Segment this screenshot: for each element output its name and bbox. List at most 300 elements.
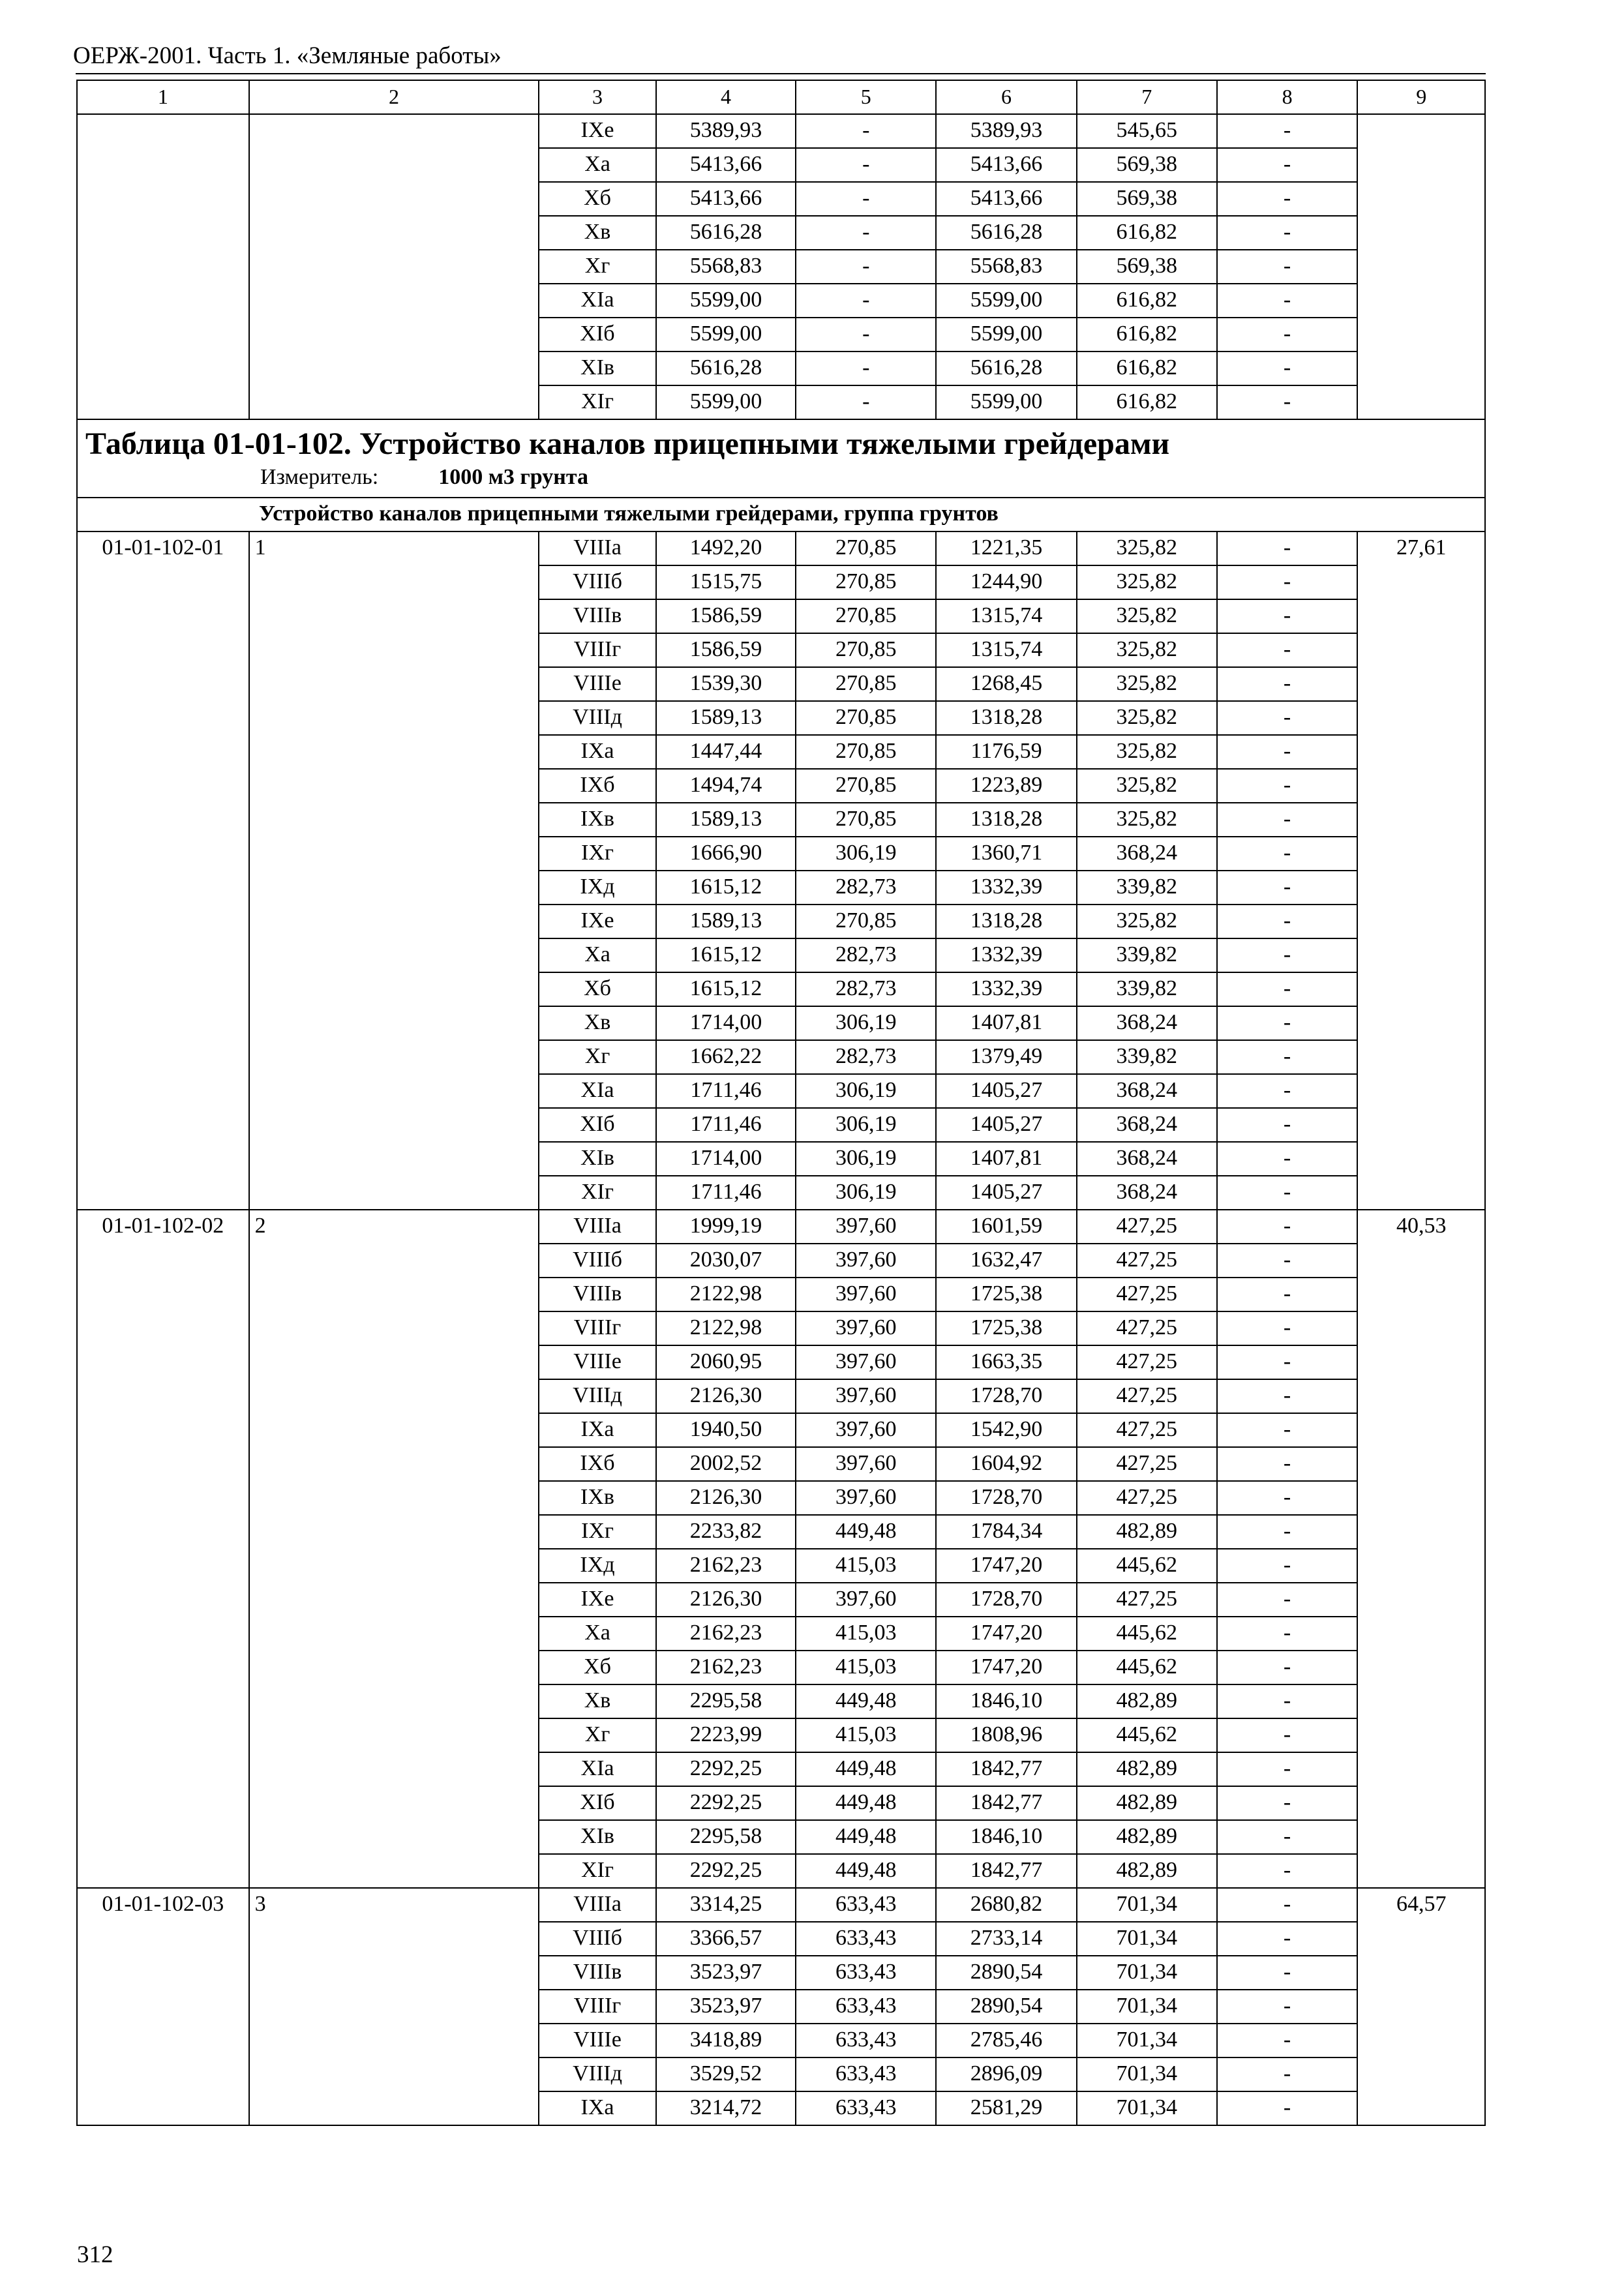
table-cell: XIв <box>539 1820 655 1854</box>
table-cell: Xб <box>539 182 655 216</box>
table-cell: IXд <box>539 1549 655 1583</box>
table-cell: 1842,77 <box>936 1786 1077 1820</box>
table-cell: - <box>1217 2024 1358 2057</box>
table-cell: - <box>1217 2091 1358 2125</box>
table-cell: - <box>1217 216 1358 250</box>
table-cell: IXд <box>539 871 655 905</box>
table-cell: - <box>796 148 936 182</box>
table-cell: 2890,54 <box>936 1956 1077 1990</box>
table-cell: - <box>1217 284 1358 318</box>
column-number-cell: 2 <box>249 80 539 114</box>
table-cell: 1586,59 <box>656 633 796 667</box>
table-cell: - <box>1217 1379 1358 1413</box>
table-cell: Xa <box>539 938 655 972</box>
table-cell: - <box>1217 1006 1358 1040</box>
table-cell: - <box>1217 871 1358 905</box>
table-cell: 1728,70 <box>936 1481 1077 1515</box>
table-cell: 339,82 <box>1077 938 1217 972</box>
table-cell: 427,25 <box>1077 1481 1217 1515</box>
table-cell: 1711,46 <box>656 1108 796 1142</box>
table-cell: Xб <box>539 1651 655 1684</box>
table-cell: 2581,29 <box>936 2091 1077 2125</box>
table-cell: 1318,28 <box>936 701 1077 735</box>
table-cell: - <box>1217 938 1358 972</box>
table-cell: 701,34 <box>1077 2024 1217 2057</box>
table-cell: - <box>796 385 936 419</box>
table-cell: 2233,82 <box>656 1515 796 1549</box>
table-cell: - <box>1217 769 1358 803</box>
rates-table <box>76 80 1486 2126</box>
table-cell: 325,82 <box>1077 803 1217 837</box>
table-cell: 306,19 <box>796 1108 936 1142</box>
table-cell: 3366,57 <box>656 1922 796 1956</box>
table-cell: 397,60 <box>796 1413 936 1447</box>
group-cell: 1 <box>249 531 539 1210</box>
table-cell: 1725,38 <box>936 1278 1077 1311</box>
group-cell <box>249 114 539 419</box>
header-rule <box>76 73 1486 74</box>
col9-cell: 64,57 <box>1357 1888 1485 2125</box>
table-cell: - <box>1217 1617 1358 1651</box>
table-cell: 397,60 <box>796 1345 936 1379</box>
table-cell: 282,73 <box>796 1040 936 1074</box>
table-cell: 2896,09 <box>936 2057 1077 2091</box>
table-row <box>77 114 1485 148</box>
table-cell: - <box>1217 1210 1358 1244</box>
table-cell: 427,25 <box>1077 1583 1217 1617</box>
table-cell: 306,19 <box>796 837 936 871</box>
table-cell: 701,34 <box>1077 2057 1217 2091</box>
table-cell: 270,85 <box>796 735 936 769</box>
table-cell: Xв <box>539 216 655 250</box>
table-cell: 1615,12 <box>656 871 796 905</box>
table-cell: - <box>1217 667 1358 701</box>
table-cell: 427,25 <box>1077 1311 1217 1345</box>
table-cell: VIIIб <box>539 1922 655 1956</box>
table-cell: 427,25 <box>1077 1244 1217 1278</box>
table-cell: - <box>1217 385 1358 419</box>
table-cell: 306,19 <box>796 1142 936 1176</box>
table-cell: - <box>796 250 936 284</box>
table-cell: XIa <box>539 284 655 318</box>
table-cell: 325,82 <box>1077 531 1217 565</box>
table-cell: 5389,93 <box>936 114 1077 148</box>
table-cell: 270,85 <box>796 803 936 837</box>
column-number-cell: 9 <box>1357 80 1485 114</box>
table-cell: 1405,27 <box>936 1074 1077 1108</box>
table-cell: 1407,81 <box>936 1006 1077 1040</box>
table-cell: 325,82 <box>1077 769 1217 803</box>
table-cell: 427,25 <box>1077 1345 1217 1379</box>
table-cell: 1223,89 <box>936 769 1077 803</box>
code-cell <box>77 114 249 419</box>
table-cell: 1515,75 <box>656 565 796 599</box>
table-cell: 449,48 <box>796 1854 936 1888</box>
table-cell: 2002,52 <box>656 1447 796 1481</box>
table-cell: 1589,13 <box>656 701 796 735</box>
table-cell: - <box>1217 114 1358 148</box>
table-cell: VIIIв <box>539 1278 655 1311</box>
table-cell: 397,60 <box>796 1244 936 1278</box>
table-cell: - <box>1217 599 1358 633</box>
code-cell: 01-01-102-01 <box>77 531 249 1210</box>
table-cell: 427,25 <box>1077 1379 1217 1413</box>
table-cell: 397,60 <box>796 1447 936 1481</box>
table-cell: - <box>1217 1515 1358 1549</box>
table-cell: 339,82 <box>1077 1040 1217 1074</box>
table-cell: 3529,52 <box>656 2057 796 2091</box>
table-cell: 325,82 <box>1077 599 1217 633</box>
table-cell: 1784,34 <box>936 1515 1077 1549</box>
table-cell: 569,38 <box>1077 148 1217 182</box>
table-cell: 445,62 <box>1077 1617 1217 1651</box>
table-cell: 415,03 <box>796 1549 936 1583</box>
table-cell: - <box>1217 1684 1358 1718</box>
table-cell: 1332,39 <box>936 871 1077 905</box>
table-cell: - <box>1217 905 1358 938</box>
table-cell: 427,25 <box>1077 1413 1217 1447</box>
table-cell: - <box>1217 1244 1358 1278</box>
table-cell: 1999,19 <box>656 1210 796 1244</box>
table-cell: - <box>1217 1583 1358 1617</box>
table-cell: 415,03 <box>796 1617 936 1651</box>
table-cell: 1405,27 <box>936 1176 1077 1210</box>
table-cell: - <box>1217 735 1358 769</box>
table-cell: 2785,46 <box>936 2024 1077 2057</box>
table-cell: 1318,28 <box>936 803 1077 837</box>
table-cell: VIIIa <box>539 1210 655 1244</box>
table-cell: - <box>1217 1447 1358 1481</box>
table-cell: - <box>1217 1854 1358 1888</box>
table-cell: - <box>1217 1176 1358 1210</box>
table-cell: - <box>1217 972 1358 1006</box>
table-cell: 1332,39 <box>936 972 1077 1006</box>
table-cell: 368,24 <box>1077 1074 1217 1108</box>
col9-cell: 27,61 <box>1357 531 1485 1210</box>
table-cell: - <box>1217 1345 1358 1379</box>
table-cell: 1315,74 <box>936 633 1077 667</box>
table-cell: 1846,10 <box>936 1820 1077 1854</box>
col9-cell <box>1357 114 1485 419</box>
table-cell: 270,85 <box>796 905 936 938</box>
table-cell: 1615,12 <box>656 938 796 972</box>
table-cell: 701,34 <box>1077 1888 1217 1922</box>
table-cell: 5616,28 <box>656 352 796 385</box>
table-cell: 5413,66 <box>936 182 1077 216</box>
table-cell: 5599,00 <box>656 385 796 419</box>
table-cell: 325,82 <box>1077 633 1217 667</box>
table-cell: 397,60 <box>796 1278 936 1311</box>
table-cell: 616,82 <box>1077 352 1217 385</box>
table-cell: 545,65 <box>1077 114 1217 148</box>
table-cell: VIIIг <box>539 1990 655 2024</box>
table-cell: 5599,00 <box>936 284 1077 318</box>
table-cell: VIIIв <box>539 1956 655 1990</box>
table-cell: - <box>1217 1820 1358 1854</box>
table-cell: 5389,93 <box>656 114 796 148</box>
table-cell: 270,85 <box>796 531 936 565</box>
table-cell: 1747,20 <box>936 1617 1077 1651</box>
table-cell: 325,82 <box>1077 701 1217 735</box>
table-cell: - <box>1217 1922 1358 1956</box>
table-cell: VIIIб <box>539 1244 655 1278</box>
table-cell: 616,82 <box>1077 385 1217 419</box>
table-cell: - <box>1217 1074 1358 1108</box>
table-cell: 5413,66 <box>936 148 1077 182</box>
table-cell: - <box>1217 1786 1358 1820</box>
table-cell: 1539,30 <box>656 667 796 701</box>
table-cell: 368,24 <box>1077 1006 1217 1040</box>
table-cell: 2292,25 <box>656 1786 796 1820</box>
table-cell: 633,43 <box>796 1888 936 1922</box>
group-cell: 3 <box>249 1888 539 2125</box>
table-cell: 5599,00 <box>936 318 1077 352</box>
table-cell: XIв <box>539 352 655 385</box>
table-cell: 1846,10 <box>936 1684 1077 1718</box>
table-cell: 616,82 <box>1077 284 1217 318</box>
table-cell: IXб <box>539 1447 655 1481</box>
column-number-cell: 4 <box>656 80 796 114</box>
table-cell: 1332,39 <box>936 938 1077 972</box>
table-cell: XIб <box>539 1108 655 1142</box>
table-cell: 325,82 <box>1077 565 1217 599</box>
code-cell: 01-01-102-02 <box>77 1210 249 1888</box>
table-cell: IXa <box>539 2091 655 2125</box>
table-cell: VIIIa <box>539 1888 655 1922</box>
table-cell: 1842,77 <box>936 1752 1077 1786</box>
table-cell: 415,03 <box>796 1651 936 1684</box>
table-cell: - <box>1217 1752 1358 1786</box>
table-cell: VIIIв <box>539 599 655 633</box>
table-cell: - <box>1217 2057 1358 2091</box>
table-cell: 1728,70 <box>936 1379 1077 1413</box>
table-cell: IXa <box>539 735 655 769</box>
table-cell: 1725,38 <box>936 1311 1077 1345</box>
table-row <box>77 1210 1485 1244</box>
table-cell: 1842,77 <box>936 1854 1077 1888</box>
table-cell: Xг <box>539 250 655 284</box>
table-cell: 2680,82 <box>936 1888 1077 1922</box>
table-cell: 325,82 <box>1077 667 1217 701</box>
table-cell: 397,60 <box>796 1481 936 1515</box>
table-cell: 633,43 <box>796 1990 936 2024</box>
table-cell: 2292,25 <box>656 1854 796 1888</box>
table-cell: 2890,54 <box>936 1990 1077 2024</box>
table-cell: 5568,83 <box>656 250 796 284</box>
table-cell: 1714,00 <box>656 1006 796 1040</box>
table-cell: XIa <box>539 1074 655 1108</box>
table-cell: 270,85 <box>796 565 936 599</box>
table-cell: - <box>1217 182 1358 216</box>
table-cell: 701,34 <box>1077 1990 1217 2024</box>
table-cell: 397,60 <box>796 1210 936 1244</box>
table-cell: 1360,71 <box>936 837 1077 871</box>
table-cell: 1714,00 <box>656 1142 796 1176</box>
table-cell: 2162,23 <box>656 1651 796 1684</box>
table-cell: 1601,59 <box>936 1210 1077 1244</box>
table-cell: 5568,83 <box>936 250 1077 284</box>
table-cell: 2126,30 <box>656 1583 796 1617</box>
table-cell: 1808,96 <box>936 1718 1077 1752</box>
group-cell: 2 <box>249 1210 539 1888</box>
table-cell: VIIIг <box>539 633 655 667</box>
table-cell: VIIIг <box>539 1311 655 1345</box>
table-cell: 1494,74 <box>656 769 796 803</box>
col9-cell: 40,53 <box>1357 1210 1485 1888</box>
table-cell: - <box>1217 1040 1358 1074</box>
table-cell: 701,34 <box>1077 2091 1217 2125</box>
table-cell: 397,60 <box>796 1311 936 1345</box>
table-cell: 306,19 <box>796 1006 936 1040</box>
table-cell: 633,43 <box>796 1922 936 1956</box>
table-cell: 3523,97 <box>656 1990 796 2024</box>
table-cell: 270,85 <box>796 667 936 701</box>
table-cell: 2126,30 <box>656 1481 796 1515</box>
table-cell: - <box>1217 1651 1358 1684</box>
table-cell: 339,82 <box>1077 972 1217 1006</box>
table-cell: XIг <box>539 385 655 419</box>
table-cell: - <box>1217 1956 1358 1990</box>
table-cell: 445,62 <box>1077 1549 1217 1583</box>
table-cell: 633,43 <box>796 1956 936 1990</box>
table-cell: VIIIe <box>539 667 655 701</box>
table-cell: 1221,35 <box>936 531 1077 565</box>
table-cell: - <box>796 216 936 250</box>
table-cell: - <box>1217 701 1358 735</box>
table-cell: 1405,27 <box>936 1108 1077 1142</box>
table-cell: 3418,89 <box>656 2024 796 2057</box>
table-cell: 1589,13 <box>656 905 796 938</box>
table-cell: 2162,23 <box>656 1549 796 1583</box>
table-cell: 325,82 <box>1077 905 1217 938</box>
table-cell: VIIIe <box>539 2024 655 2057</box>
table-cell: 482,89 <box>1077 1854 1217 1888</box>
table-cell: 445,62 <box>1077 1718 1217 1752</box>
table-cell: Xa <box>539 1617 655 1651</box>
table-cell: - <box>1217 1549 1358 1583</box>
table-cell: - <box>1217 803 1358 837</box>
table-cell: IXe <box>539 1583 655 1617</box>
table-cell: Xб <box>539 972 655 1006</box>
table-cell: 482,89 <box>1077 1515 1217 1549</box>
table-cell: 5616,28 <box>656 216 796 250</box>
table-cell: - <box>796 352 936 385</box>
table-cell: - <box>1217 1413 1358 1447</box>
table-cell: - <box>1217 1990 1358 2024</box>
table-cell: 5599,00 <box>656 284 796 318</box>
table-cell: 449,48 <box>796 1820 936 1854</box>
table-cell: 616,82 <box>1077 216 1217 250</box>
column-number-cell: 5 <box>796 80 936 114</box>
table-cell: 427,25 <box>1077 1447 1217 1481</box>
table-cell: 1318,28 <box>936 905 1077 938</box>
table-cell: IXe <box>539 114 655 148</box>
table-cell: - <box>1217 1311 1358 1345</box>
table-cell: - <box>1217 633 1358 667</box>
table-cell: - <box>796 318 936 352</box>
table-cell: 1604,92 <box>936 1447 1077 1481</box>
table-cell: 282,73 <box>796 938 936 972</box>
table-cell: 1711,46 <box>656 1176 796 1210</box>
column-number-cell: 8 <box>1217 80 1358 114</box>
table-cell: 1728,70 <box>936 1583 1077 1617</box>
table-title: Таблица 01-01-102. Устройство каналов прицепными тяжелыми грейдерами <box>85 426 1170 461</box>
table-cell: XIб <box>539 318 655 352</box>
table-cell: Xв <box>539 1684 655 1718</box>
table-cell: IXe <box>539 905 655 938</box>
table-cell: - <box>1217 318 1358 352</box>
table-cell: VIIIд <box>539 701 655 735</box>
table-cell: 306,19 <box>796 1176 936 1210</box>
table-cell: 445,62 <box>1077 1651 1217 1684</box>
table-cell: - <box>1217 1888 1358 1922</box>
table-cell: 2733,14 <box>936 1922 1077 1956</box>
page-number: 312 <box>77 2241 113 2268</box>
table-cell: 701,34 <box>1077 1922 1217 1956</box>
table-cell: 2223,99 <box>656 1718 796 1752</box>
table-cell: 1542,90 <box>936 1413 1077 1447</box>
table-cell: 1176,59 <box>936 735 1077 769</box>
table-cell: - <box>1217 1142 1358 1176</box>
table-cell: - <box>1217 352 1358 385</box>
table-cell: 633,43 <box>796 2024 936 2057</box>
table-cell: 1615,12 <box>656 972 796 1006</box>
table-cell: - <box>1217 1278 1358 1311</box>
table-cell: 482,89 <box>1077 1820 1217 1854</box>
table-cell: 5413,66 <box>656 148 796 182</box>
table-cell: 2030,07 <box>656 1244 796 1278</box>
table-cell: 3523,97 <box>656 1956 796 1990</box>
table-cell: 482,89 <box>1077 1786 1217 1820</box>
meter-value: 1000 м3 грунта <box>438 465 588 489</box>
table-cell: 1663,35 <box>936 1345 1077 1379</box>
table-cell: 368,24 <box>1077 1142 1217 1176</box>
table-cell: 397,60 <box>796 1379 936 1413</box>
table-cell: IXa <box>539 1413 655 1447</box>
table-cell: 368,24 <box>1077 837 1217 871</box>
table-cell: 415,03 <box>796 1718 936 1752</box>
table-cell: 3314,25 <box>656 1888 796 1922</box>
column-number-cell: 1 <box>77 80 249 114</box>
table-cell: 633,43 <box>796 2057 936 2091</box>
table-cell: IXг <box>539 1515 655 1549</box>
table-cell: 1589,13 <box>656 803 796 837</box>
table-cell: VIIIд <box>539 1379 655 1413</box>
table-cell: Xг <box>539 1718 655 1752</box>
table-cell: 1586,59 <box>656 599 796 633</box>
table-cell: 427,25 <box>1077 1278 1217 1311</box>
column-number-cell: 7 <box>1077 80 1217 114</box>
code-cell: 01-01-102-03 <box>77 1888 249 2125</box>
table-cell: 482,89 <box>1077 1684 1217 1718</box>
table-row <box>77 531 1485 565</box>
table-cell: 282,73 <box>796 972 936 1006</box>
table-cell: XIв <box>539 1142 655 1176</box>
table-title-row <box>77 419 1485 498</box>
table-cell: 397,60 <box>796 1583 936 1617</box>
table-cell: 1268,45 <box>936 667 1077 701</box>
table-cell: IXв <box>539 803 655 837</box>
table-cell: VIIIб <box>539 565 655 599</box>
table-cell: - <box>796 182 936 216</box>
table-cell: - <box>1217 531 1358 565</box>
table-row <box>77 1888 1485 1922</box>
table-cell: 270,85 <box>796 633 936 667</box>
table-cell: 569,38 <box>1077 250 1217 284</box>
table-cell: - <box>796 114 936 148</box>
table-cell: - <box>796 284 936 318</box>
table-cell: 2292,25 <box>656 1752 796 1786</box>
